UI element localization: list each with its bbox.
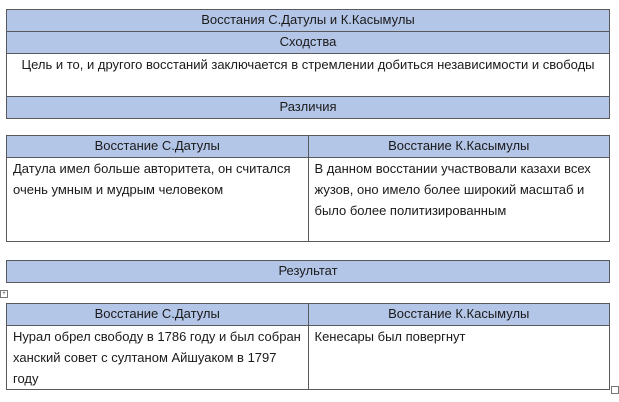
similarities-text-cell[interactable]	[7, 54, 610, 97]
summary-title-cell[interactable]	[7, 10, 610, 32]
result-header: Результат	[278, 263, 338, 278]
differences-col1-cell[interactable]	[7, 158, 309, 242]
differences-col2-text: В данном восстании участвовали казахи всех жузов, оно имело более широкий масштаб и было более политизированным	[314, 161, 591, 218]
result-col2-header: Восстание К.Касымулы	[388, 306, 530, 321]
similarities-header-cell[interactable]	[7, 32, 610, 54]
differences-header-cell[interactable]	[7, 97, 610, 119]
summary-title: Восстания С.Датулы и К.Касымулы	[201, 12, 415, 27]
differences-col1-text: Датула имел больше авторитета, он считался очень умным и мудрым человеком	[13, 161, 291, 197]
result-col2-cell[interactable]	[308, 326, 610, 390]
differences-table	[6, 135, 610, 242]
similarities-header: Сходства	[279, 34, 337, 49]
result-header-cell[interactable]	[7, 261, 610, 283]
result-col1-text: Нурал обрел свободу в 1786 году и был собран ханский совет с султаном Айшуаком в 1797 году	[13, 329, 301, 386]
differences-col2-header: Восстание К.Касымулы	[388, 138, 530, 153]
result-col1-cell[interactable]	[7, 326, 309, 390]
summary-table	[6, 9, 610, 119]
table-resize-handle-icon[interactable]	[611, 386, 619, 394]
table-move-handle-icon[interactable]: +	[0, 290, 8, 298]
similarities-text: Цель и то, и другого восстаний заключается в стремлении добиться независимости и свободы	[21, 57, 595, 72]
differences-col1-header: Восстание С.Датулы	[94, 138, 220, 153]
result-col1-header-cell[interactable]	[7, 304, 309, 326]
result-detail-table	[6, 303, 610, 390]
result-col2-header-cell[interactable]	[308, 304, 610, 326]
result-col2-text: Кенесары был повергнут	[314, 329, 466, 344]
differences-col2-cell[interactable]	[308, 158, 610, 242]
result-table	[6, 260, 610, 283]
result-col1-header: Восстание С.Датулы	[94, 306, 220, 321]
differences-col1-header-cell[interactable]	[7, 136, 309, 158]
differences-col2-header-cell[interactable]	[308, 136, 610, 158]
differences-header: Различия	[279, 99, 337, 114]
